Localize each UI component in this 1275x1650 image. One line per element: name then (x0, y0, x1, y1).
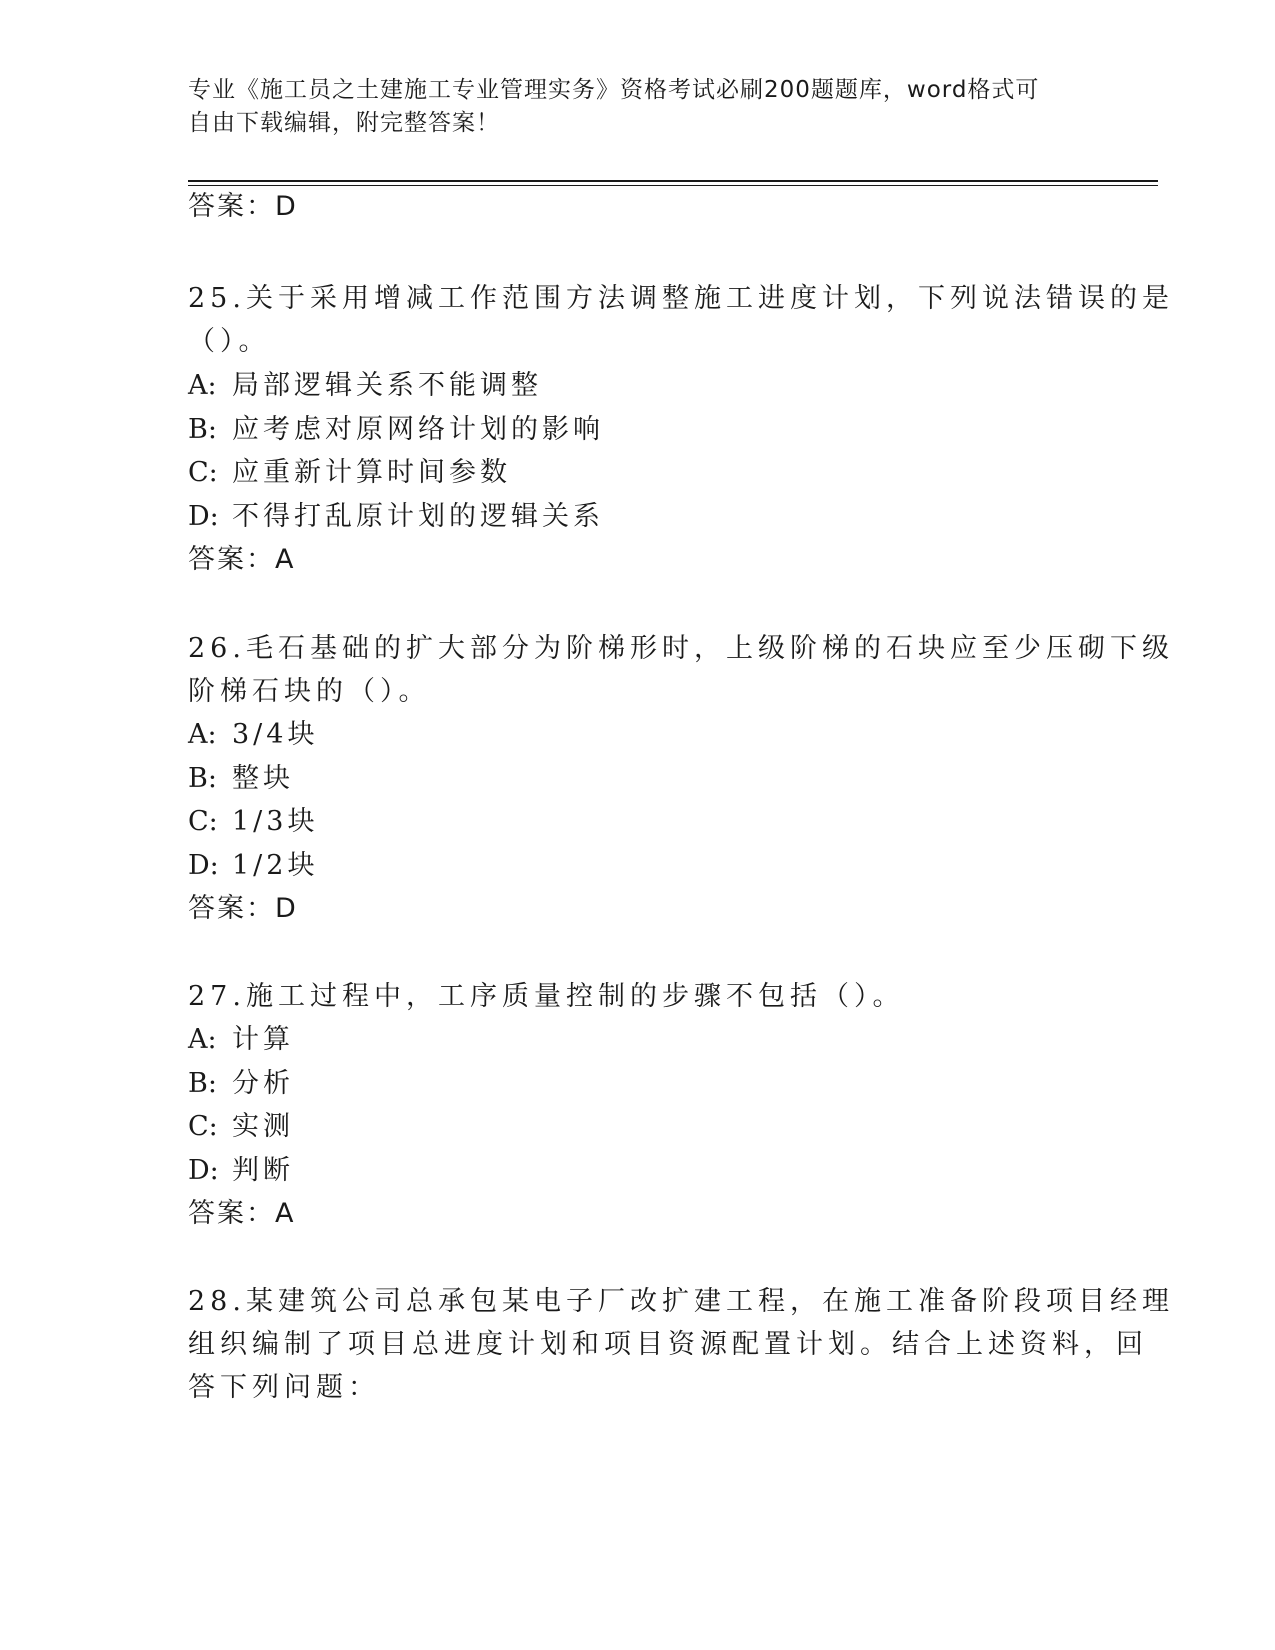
header-line-1: 专业《施工员之土建施工专业管理实务》资格考试必刷200题题库，word格式可 (188, 77, 1040, 103)
question-25-line-1: 25.关于采用增减工作范围方法调整施工进度计划，下列说法错误的是 (188, 283, 1174, 314)
option-a (188, 718, 318, 752)
option-c (188, 805, 318, 839)
option-letter: C: (188, 806, 218, 837)
option-text: 不得打乱原计划的逻辑关系 (232, 501, 604, 532)
answer-line: 答案：D (188, 191, 298, 222)
option-letter: A: (188, 1024, 217, 1055)
question-28-line-2: 组织编制了项目总进度计划和项目资源配置计划。结合上述资料，回 (188, 1329, 1148, 1360)
option-c (188, 456, 511, 490)
option-a (188, 369, 542, 403)
option-text: 整块 (232, 763, 294, 794)
answer-line: 答案：A (188, 1198, 296, 1229)
question-27-line-1: 27.施工过程中，工序质量控制的步骤不包括（）。 (188, 981, 905, 1012)
question-28-line-1: 28.某建筑公司总承包某电子厂改扩建工程，在施工准备阶段项目经理 (188, 1286, 1174, 1317)
option-text: 应考虑对原网络计划的影响 (232, 414, 604, 445)
option-text: 1/3块 (232, 806, 319, 837)
page-header (188, 74, 1068, 140)
option-text: 判断 (232, 1155, 294, 1186)
option-text: 3/4块 (232, 719, 319, 750)
option-text: 实测 (232, 1111, 294, 1142)
option-letter: D: (188, 850, 219, 881)
question-25-line-2: （）。 (188, 326, 271, 357)
option-d (188, 1154, 294, 1188)
option-d (188, 849, 318, 883)
option-b (188, 762, 294, 796)
option-letter: B: (188, 763, 217, 794)
option-c (188, 1110, 294, 1144)
answer-line: 答案：D (188, 893, 298, 924)
option-b (188, 413, 604, 447)
option-text: 应重新计算时间参数 (232, 457, 511, 488)
option-d (188, 500, 604, 534)
option-letter: A: (188, 719, 217, 750)
option-text: 分析 (232, 1068, 294, 1099)
question-26-line-1: 26.毛石基础的扩大部分为阶梯形时，上级阶梯的石块应至少压砌下级 (188, 633, 1174, 664)
option-letter: C: (188, 457, 218, 488)
header-line-2: 自由下载编辑，附完整答案！ (188, 110, 500, 136)
option-text: 1/2块 (232, 850, 319, 881)
option-letter: B: (188, 414, 217, 445)
option-letter: D: (188, 501, 219, 532)
answer-line: 答案：A (188, 544, 296, 575)
option-letter: A: (188, 370, 217, 401)
option-letter: C: (188, 1111, 218, 1142)
header-divider-thin (188, 185, 1158, 186)
option-letter: B: (188, 1068, 217, 1099)
option-a (188, 1023, 294, 1057)
option-b (188, 1067, 294, 1101)
option-letter: D: (188, 1155, 219, 1186)
header-divider (188, 180, 1158, 182)
question-26-line-2: 阶梯石块的（）。 (188, 676, 431, 707)
question-28-line-3: 答下列问题： (188, 1372, 380, 1403)
option-text: 计算 (232, 1024, 294, 1055)
option-text: 局部逻辑关系不能调整 (232, 370, 542, 401)
